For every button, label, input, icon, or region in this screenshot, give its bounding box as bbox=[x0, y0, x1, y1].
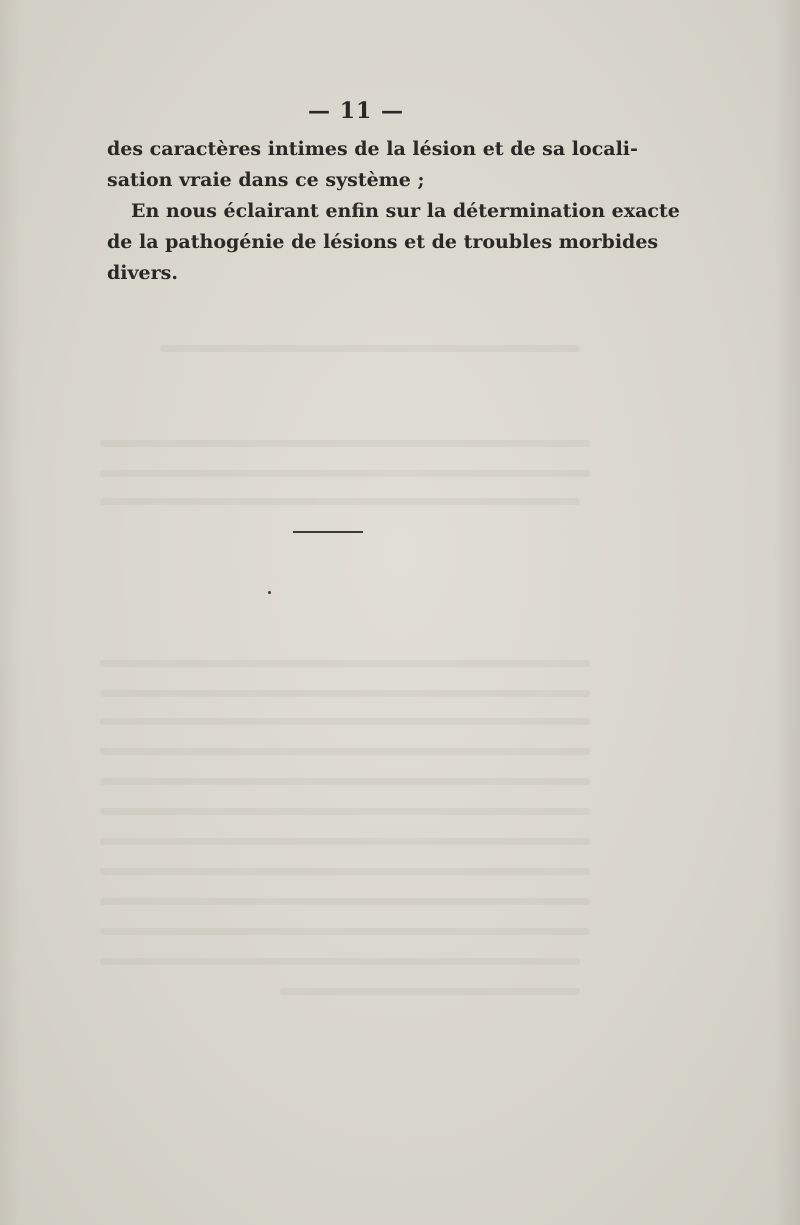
bleed-through-mark bbox=[280, 988, 580, 995]
bleed-through-mark bbox=[100, 470, 590, 477]
bleed-through-mark bbox=[100, 718, 590, 725]
page-edge-shadow bbox=[774, 0, 800, 1225]
bleed-through-mark bbox=[100, 690, 590, 697]
bleed-through-mark bbox=[160, 345, 580, 352]
text-line: divers. bbox=[107, 262, 178, 284]
page-number: — 11 — bbox=[308, 98, 404, 124]
bleed-through-mark bbox=[100, 958, 580, 965]
text-line: En nous éclairant enfin sur la détermination exacte bbox=[131, 200, 680, 222]
bleed-through-mark bbox=[100, 440, 590, 447]
bleed-through-mark bbox=[100, 838, 590, 845]
text-line: sation vraie dans ce système ; bbox=[107, 169, 425, 191]
text-line: de la pathogénie de lésions et de troubles morbides bbox=[107, 231, 659, 253]
bleed-through-mark bbox=[100, 928, 590, 935]
ornament-dot bbox=[268, 591, 271, 594]
bleed-through-mark bbox=[100, 808, 590, 815]
bleed-through-mark bbox=[100, 898, 590, 905]
bleed-through-mark bbox=[100, 498, 580, 505]
bleed-through-mark bbox=[100, 868, 590, 875]
text-line: des caractères intimes de la lésion et de sa locali- bbox=[107, 138, 638, 160]
page-gutter-shadow bbox=[0, 0, 20, 1225]
section-divider bbox=[293, 531, 363, 533]
body-text bbox=[107, 134, 680, 289]
bleed-through-mark bbox=[100, 778, 590, 785]
bleed-through-mark bbox=[100, 660, 590, 667]
bleed-through-mark bbox=[100, 748, 590, 755]
